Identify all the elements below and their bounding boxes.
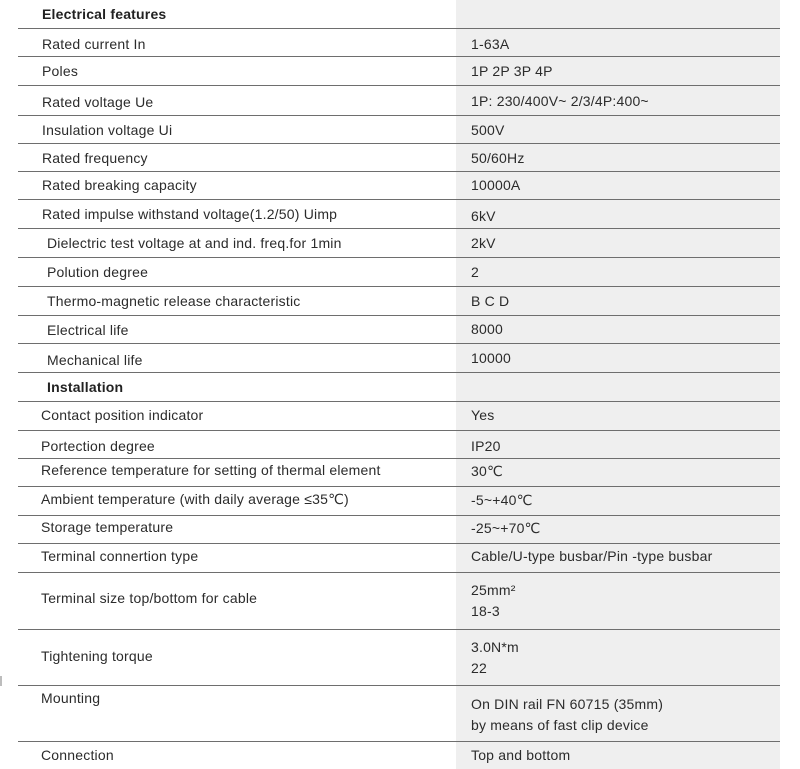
spec-row-connection	[18, 742, 780, 769]
spec-row-rated-current-in	[18, 29, 780, 57]
spec-label: Electrical life	[47, 322, 129, 338]
spec-value-line: 25mm²	[471, 582, 516, 598]
spec-label: Poles	[42, 63, 79, 79]
spec-label: Thermo-magnetic release characteristic	[47, 293, 301, 309]
section-heading: Installation	[47, 379, 124, 395]
spec-label: Rated impulse withstand voltage(1.2/50) Uimp	[42, 206, 338, 222]
spec-row-mechanical-life	[18, 344, 780, 373]
spec-value	[471, 93, 649, 109]
spec-value-line-2: 18-3	[471, 603, 500, 619]
spec-value	[471, 438, 501, 454]
spec-value-line: 6kV	[471, 208, 496, 224]
spec-value-line: -25~+70℃	[471, 520, 541, 536]
spec-value	[471, 548, 712, 564]
spec-value	[471, 122, 505, 138]
spec-value	[471, 463, 503, 480]
spec-label: Reference temperature for setting of thermal element	[41, 462, 381, 478]
spec-label: Mounting	[41, 690, 101, 706]
spec-value	[471, 492, 533, 509]
spec-value-line: On DIN rail FN 60715 (35mm)	[471, 696, 664, 712]
spec-row-mounting	[18, 686, 780, 742]
spec-value	[471, 747, 570, 763]
spec-table	[18, 0, 780, 769]
spec-value-line: 8000	[471, 321, 503, 337]
spec-row-dielectric-test-voltage-at-and-ind-freq-	[18, 229, 780, 258]
spec-value	[471, 637, 519, 679]
spec-row-portection-degree	[18, 431, 780, 459]
spec-value	[471, 264, 479, 280]
spec-value-line: 1P 2P 3P 4P	[471, 63, 553, 79]
spec-row-rated-voltage-ue	[18, 86, 780, 116]
spec-label: Portection degree	[41, 438, 155, 454]
spec-value	[471, 407, 494, 423]
spec-row-rated-breaking-capacity	[18, 172, 780, 200]
spec-value-line: B C D	[471, 293, 510, 309]
spec-value	[471, 150, 525, 166]
spec-label: Ambient temperature (with daily average ≤35℃)	[41, 491, 349, 507]
spec-label: Dielectric test voltage at and ind. freq.for 1min	[47, 235, 342, 251]
spec-value-line-2: 22	[471, 660, 487, 676]
spec-value-line: Cable/U-type busbar/Pin -type busbar	[471, 548, 713, 564]
spec-value	[471, 63, 553, 79]
spec-value	[471, 520, 540, 537]
spec-row-poles	[18, 57, 780, 86]
spec-label: Tightening torque	[41, 648, 153, 664]
spec-row-polution-degree	[18, 258, 780, 287]
spec-row-terminal-size-top-bottom-for-cable	[18, 573, 780, 630]
spec-value-line: 1-63A	[471, 36, 510, 52]
spec-value-line-2: by means of fast clip device	[471, 717, 649, 733]
spec-label: Storage temperature	[41, 519, 174, 535]
spec-row-storage-temperature	[18, 516, 780, 544]
spec-label: Polution degree	[47, 264, 149, 280]
spec-row-electrical-life	[18, 316, 780, 344]
spec-value-line: -5~+40℃	[471, 492, 533, 508]
spec-row-contact-position-indicator	[18, 402, 780, 431]
section-heading: Electrical features	[42, 6, 167, 22]
spec-row-reference-temperature-for-setting-of-the	[18, 459, 780, 487]
spec-row-terminal-connertion-type	[18, 544, 780, 573]
spec-row-rated-impulse-withstand-voltage-1-2-50-u	[18, 200, 780, 229]
spec-label: Terminal size top/bottom for cable	[41, 590, 258, 606]
spec-row-tightening-torque	[18, 630, 780, 686]
spec-label: Mechanical life	[47, 352, 143, 368]
spec-value-line: IP20	[471, 438, 501, 454]
spec-value-line: 500V	[471, 122, 505, 138]
spec-value-line: 2	[471, 264, 479, 280]
spec-row-insulation-voltage-ui	[18, 116, 780, 144]
spec-value	[471, 177, 520, 193]
spec-value-line: 1P: 230/400V~ 2/3/4P:400~	[471, 93, 649, 109]
spec-value	[471, 580, 516, 622]
spec-label: Terminal connertion type	[41, 548, 199, 564]
spec-value	[471, 694, 663, 736]
spec-value-line: 10000	[471, 350, 511, 366]
spec-value-line: 30℃	[471, 463, 503, 479]
spec-label: Rated current In	[42, 36, 146, 52]
spec-value	[471, 208, 496, 224]
spec-label: Rated frequency	[42, 150, 148, 166]
spec-value-line: Yes	[471, 407, 495, 423]
spec-value	[471, 293, 509, 309]
spec-label: Connection	[41, 747, 114, 763]
spec-value	[471, 235, 496, 251]
section-heading-row	[18, 0, 780, 29]
spec-label: Insulation voltage Ui	[42, 122, 173, 138]
page-edge-mark	[0, 676, 2, 686]
spec-value-line: Top and bottom	[471, 747, 571, 763]
spec-value-line: 2kV	[471, 235, 496, 251]
spec-value	[471, 350, 511, 366]
section-heading-row	[18, 373, 780, 402]
spec-value	[471, 36, 509, 52]
spec-label: Rated breaking capacity	[42, 177, 197, 193]
spec-label: Contact position indicator	[41, 407, 204, 423]
spec-row-ambient-temperature-with-daily-average-3	[18, 487, 780, 516]
spec-label: Rated voltage Ue	[42, 94, 154, 110]
spec-value-line: 3.0N*m	[471, 639, 519, 655]
spec-value-line: 10000A	[471, 177, 521, 193]
spec-value-line: 50/60Hz	[471, 150, 525, 166]
spec-row-rated-frequency	[18, 144, 780, 172]
spec-row-thermo-magnetic-release-characteristic	[18, 287, 780, 316]
spec-value	[471, 321, 503, 337]
